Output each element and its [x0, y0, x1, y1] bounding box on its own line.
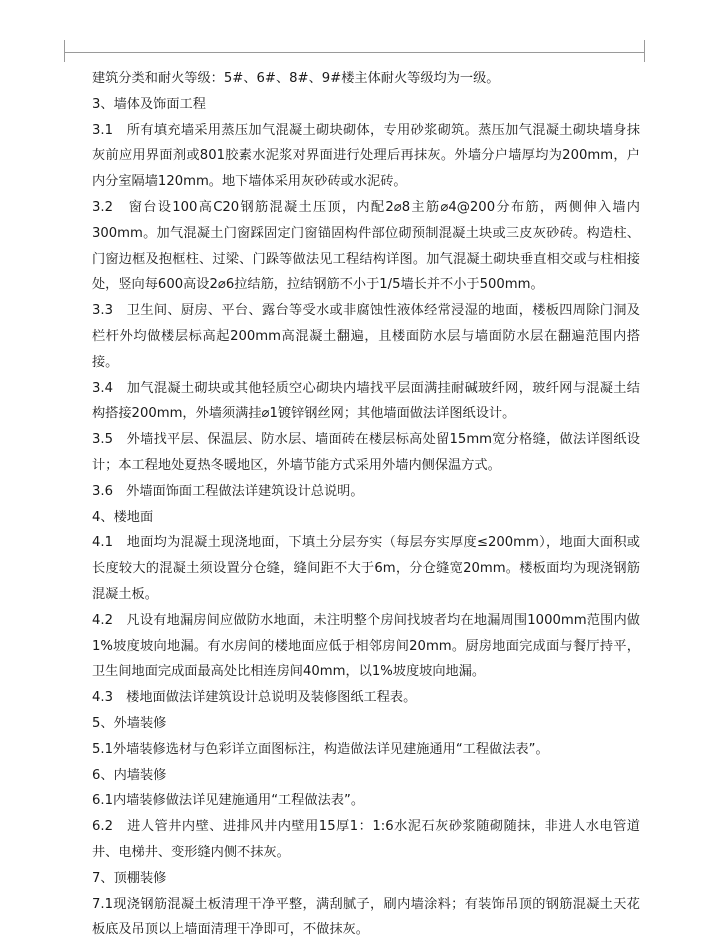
- paragraph-4-3: 4.3 楼地面做法详建筑设计总说明及装修图纸工程表。: [92, 685, 640, 711]
- paragraph-3-2: 3.2 窗台设100高C20钢筋混凝土压顶，内配2⌀8主筋⌀4@200分布筋，两侧伸入墙内300mm。加气混凝土门窗踩固定门窗锚固构件部位砌预制混凝土块或三皮灰砂砖。构造柱、门窗边框及抱框柱、过梁、门跺等做法见工程结构详图。加气混凝土砌块垂直相交或与柱相接处，竖向每600高设2⌀6拉结筋，拉结钢筋不小于1/5墙长并不小于500mm。: [92, 195, 640, 298]
- paragraph-4-1: 4.1 地面均为混凝土现浇地面，下填土分层夯实（每层夯实厚度≤200mm），地面大面积或长度较大的混凝土须设置分仓缝，缝间距不大于6m，分仓缝宽20mm。楼板面均为现浇钢筋混凝土板。: [92, 530, 640, 607]
- document-body: [92, 66, 640, 943]
- top-left-margin-mark-vertical: [64, 40, 65, 62]
- paragraph-3-3: 3.3 卫生间、厨房、平台、露台等受水或非腐蚀性液体经常浸湿的地面，楼板四周除门洞及栏杆外均做楼层标高起200mm高混凝土翻遍，且楼面防水层与墙面防水层在翻遍范围内搭接。: [92, 298, 640, 375]
- paragraph-5-1: 5.1外墙装修选材与色彩详立面图标注，构造做法详见建施通用“工程做法表”。: [92, 737, 640, 763]
- heading-walls: 3、墙体及饰面工程: [92, 92, 640, 118]
- top-margin-line: [64, 52, 644, 53]
- paragraph-6-2: 6.2 进人管井内壁、进排风井内壁用15厚1：1:6水泥石灰砂浆随砌随抹，非进人水电管道井、电梯井、变形缝内侧不抹灰。: [92, 814, 640, 866]
- heading-exterior-finish: 5、外墙装修: [92, 711, 640, 737]
- paragraph-3-1: 3.1 所有填充墙采用蒸压加气混凝土砌块砌体，专用砂浆砌筑。蒸压加气混凝土砌块墙身抹灰前应用界面剂或801胶素水泥浆对界面进行处理后再抹灰。外墙分户墙厚均为200mm，户内分室隔墙120mm。地下墙体采用灰砂砖或水泥砖。: [92, 118, 640, 195]
- paragraph-3-6: 3.6 外墙面饰面工程做法详建筑设计总说明。: [92, 479, 640, 505]
- paragraph-6-1: 6.1内墙装修做法详见建施通用“工程做法表”。: [92, 788, 640, 814]
- paragraph-3-5: 3.5 外墙找平层、保温层、防水层、墙面砖在楼层标高处留15mm宽分格缝，做法详图纸设计；本工程地处夏热冬暖地区，外墙节能方式采用外墙内侧保温方式。: [92, 427, 640, 479]
- paragraph-7-1: 7.1现浇钢筋混凝土板清理干净平整，满刮腻子，刷内墙涂料；有装饰吊顶的钢筋混凝土天花板底及吊顶以上墙面清理干净即可，不做抹灰。: [92, 892, 640, 943]
- top-right-margin-mark-vertical: [644, 40, 645, 62]
- paragraph-3-4: 3.4 加气混凝土砌块或其他轻质空心砌块内墙找平层面满挂耐碱玻纤网，玻纤网与混凝土结构搭接200mm，外墙须满挂⌀1镀锌钢丝网；其他墙面做法详图纸设计。: [92, 376, 640, 428]
- heading-interior-finish: 6、内墙装修: [92, 763, 640, 789]
- paragraph-fire-rating: 建筑分类和耐火等级：5#、6#、8#、9#楼主体耐火等级均为一级。: [92, 66, 640, 92]
- paragraph-4-2: 4.2 凡设有地漏房间应做防水地面，未注明整个房间找坡者均在地漏周围1000mm范围内做1%坡度坡向地漏。有水房间的楼地面应低于相邻房间20mm。厨房地面完成面与餐厅持平，卫生间地面完成面最高处比相连房间40mm，以1%坡度坡向地漏。: [92, 608, 640, 685]
- heading-ceiling: 7、顶棚装修: [92, 866, 640, 892]
- heading-floors: 4、楼地面: [92, 505, 640, 531]
